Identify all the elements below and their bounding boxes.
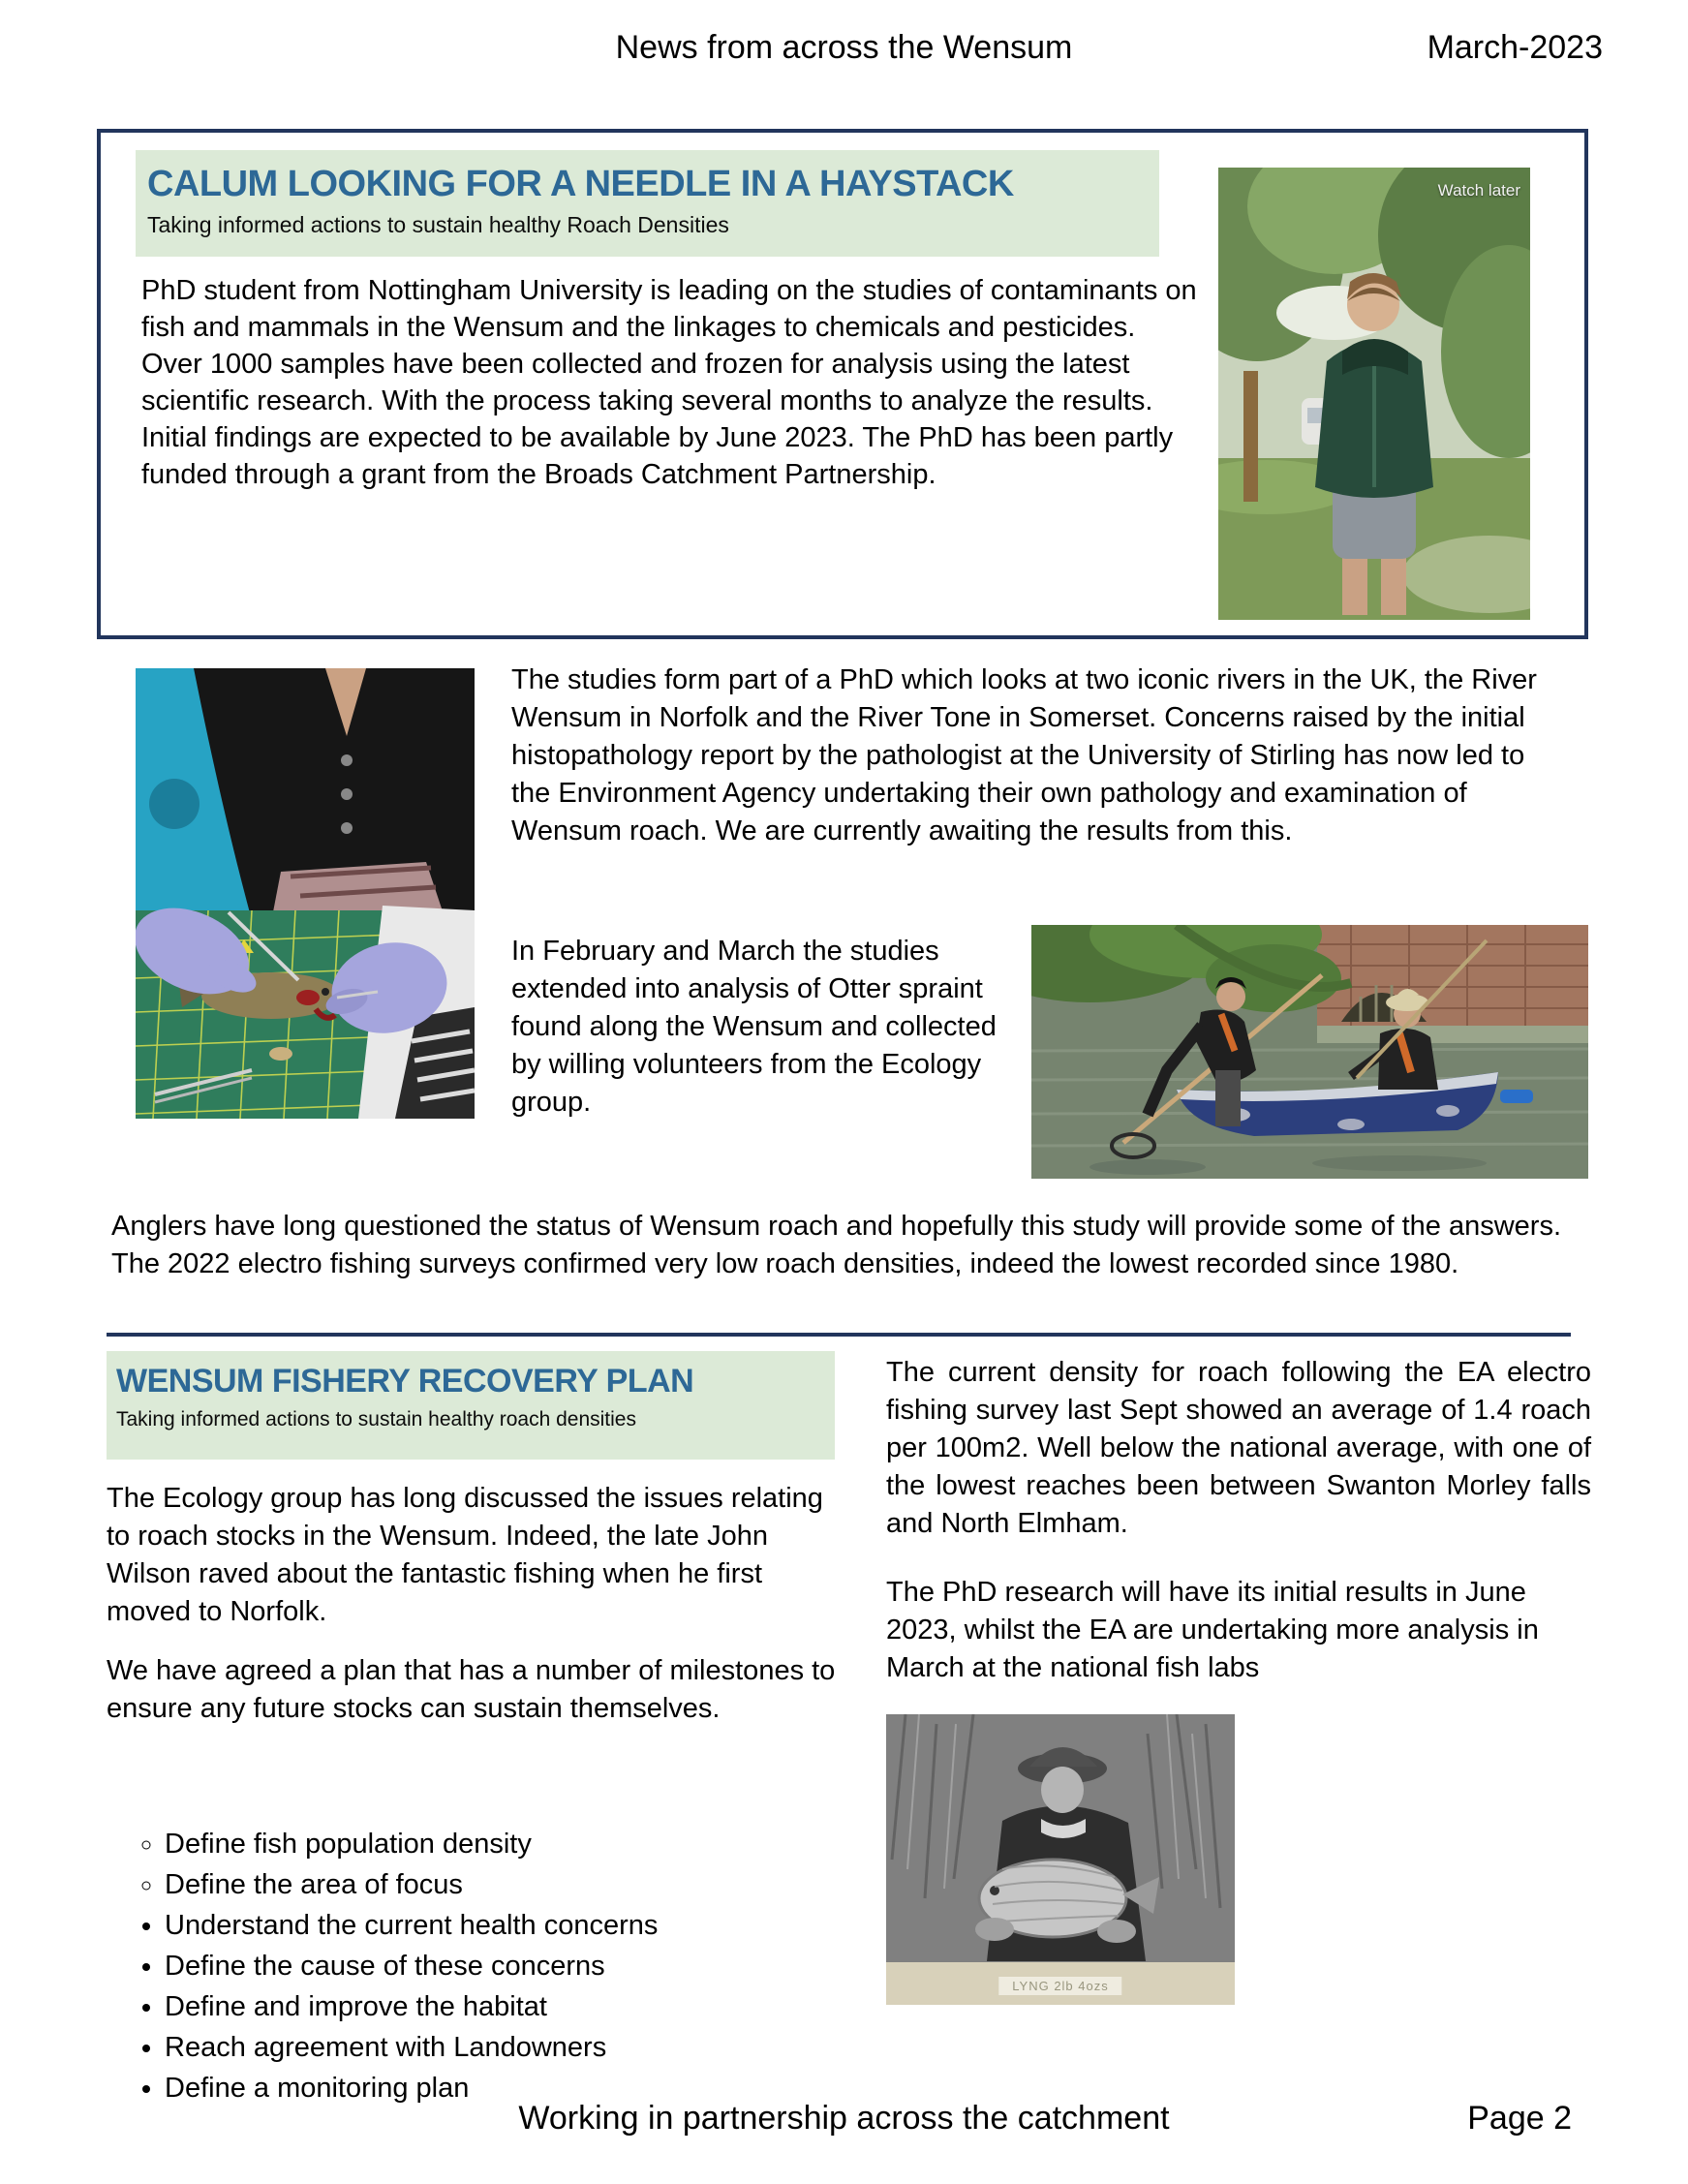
february-paragraph: In February and March the studies extended into analysis of Otter spraint found along the Wensum and collected by willing volunteers from the Ecology group.: [511, 936, 997, 1118]
boat-photo: [1031, 925, 1588, 1179]
terry-photo-illustration: [886, 1714, 1235, 2005]
density-column: [886, 1354, 1591, 2014]
density-paragraph-1: The current density for roach following the EA electro fishing survey last Sept showed an average of 1.4 roach per 100m2. Well below the national average, with one of the lowest reaches been between Swanton Morley falls and North Elmham.: [886, 1357, 1591, 1539]
plan-bullet: • Reach agreement with Landowners: [165, 2029, 852, 2066]
recovery-plan-bullet-list: [107, 1826, 852, 2110]
article-calum-paragraph-1: PhD student from Nottingham University is leading on the studies of contaminants on fish and mammals in the Wensum and the linkages to chemicals and pesticides.: [141, 275, 1197, 343]
plan-bullet: ◦ Define the area of focus: [165, 1866, 852, 1903]
plan-bullet: ◦ Define fish population density: [165, 1826, 852, 1862]
article-calum-title: CALUM LOOKING FOR A NEEDLE IN A HAYSTACK: [147, 164, 1014, 204]
page-header-date: March-2023: [1427, 29, 1603, 66]
density-paragraph-2: The PhD research will have its initial results in June 2023, whilst the EA are undertaking more analysis in March at the national fish labs: [886, 1577, 1539, 1683]
anglers-paragraph: Anglers have long questioned the status of Wensum roach and hopefully this study will provide some of the answers. The 2022 electro fishing surveys confirmed very low roach densities, indeed the lowest recorded since 1980.: [111, 1211, 1562, 1279]
watch-later-overlay: Watch later: [1437, 181, 1520, 200]
plan-bullet: • Define and improve the habitat: [165, 1988, 852, 2025]
recovery-plan-header: [107, 1351, 835, 1460]
terry-photo-label: LYNG 2lb 4ozs: [998, 1977, 1121, 1995]
recovery-plan-paragraph-1: The Ecology group has long discussed the issues relating to roach stocks in the Wensum. Indeed, the late John Wilson raved about the fantastic fishing when he first moved to Norfolk.: [107, 1483, 823, 1627]
recovery-plan-subtitle: Taking informed actions to sustain healthy roach densities: [116, 1408, 636, 1430]
boat-photo-illustration: [1031, 925, 1588, 1179]
plan-bullet: • Define a monitoring plan: [165, 2070, 852, 2107]
page-footer-text: Working in partnership across the catchment: [518, 2100, 1170, 2137]
article-calum-body: [141, 272, 1212, 493]
section-divider: [107, 1333, 1571, 1337]
studies-paragraph: The studies form part of a PhD which looks at two iconic rivers in the UK, the River Wensum in Norfolk and the River Tone in Somerset. Concerns raised by the initial histopathology report by the pathologist at the University of Stirling has now led to the Environment Agency undertaking their own pathology and examination of Wensum roach. We are currently awaiting the results from this.: [511, 664, 1537, 846]
dissection-photo-illustration: [136, 668, 475, 1119]
recovery-plan-title: WENSUM FISHERY RECOVERY PLAN: [116, 1363, 694, 1400]
article-calum-paragraph-2: Over 1000 samples have been collected and frozen for analysis using the latest scientific research. With the process taking several months to analyze the results. Initial findings are expected to be available by June 2023. The PhD has been partly funded through a grant from the Broads Catchment Partnership.: [141, 349, 1174, 490]
calum-photo-illustration: [1218, 168, 1530, 620]
page-header-title: News from across the Wensum: [615, 29, 1073, 66]
calum-photo: [1218, 168, 1530, 620]
article-calum-header: [136, 150, 1159, 257]
plan-bullet: • Understand the current health concerns: [165, 1907, 852, 1944]
page-number: Page 2: [1467, 2100, 1572, 2137]
plan-bullet: • Define the cause of these concerns: [165, 1948, 852, 1984]
article-calum-subtitle: Taking informed actions to sustain healthy Roach Densities: [147, 212, 729, 237]
terry-photo-row: [886, 1714, 1591, 2014]
recovery-plan-paragraph-2: We have agreed a plan that has a number of milestones to ensure any future stocks can sustain themselves.: [107, 1655, 836, 1724]
dissection-photo: [136, 668, 475, 1119]
terry-houseago-photo: [886, 1714, 1235, 2005]
